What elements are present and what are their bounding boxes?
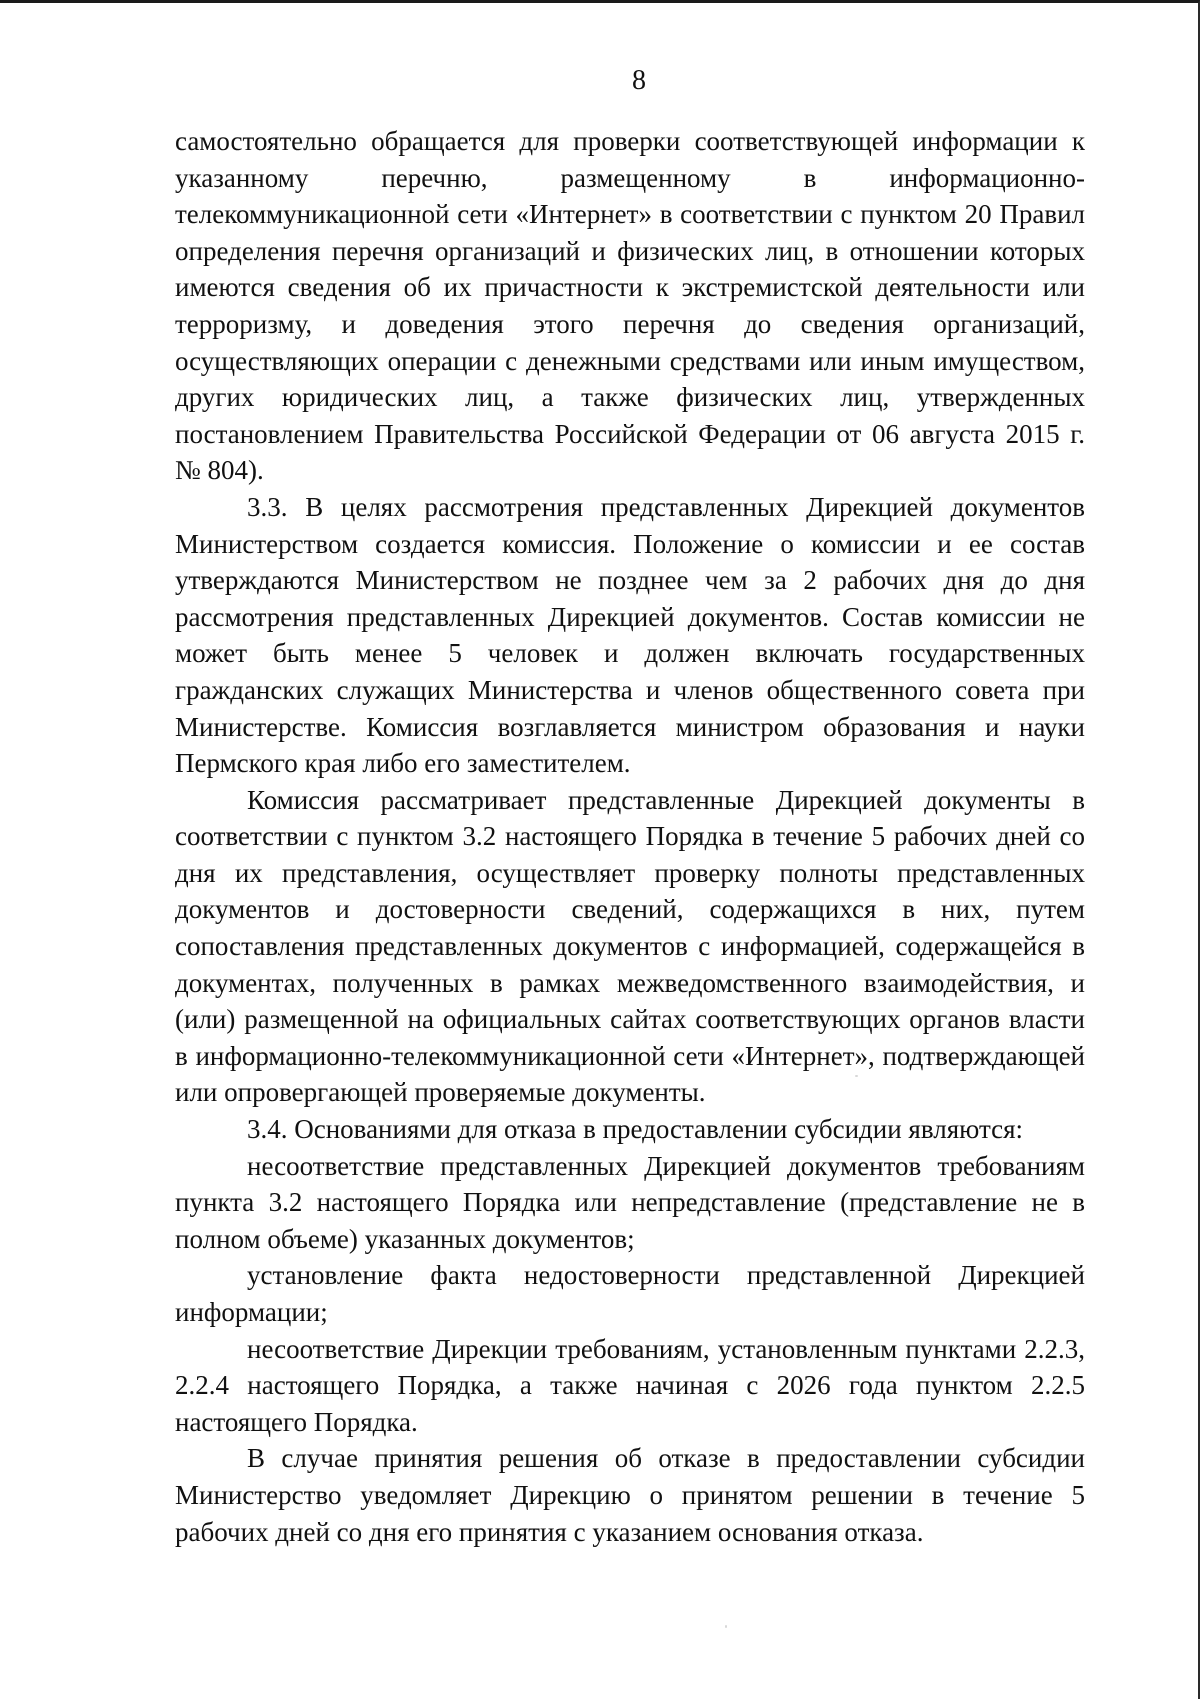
- paragraph-refusal-ground-3: несоответствие Дирекции требованиям, установленным пунктами 2.2.3, 2.2.4 настоящего Порядка, а также начиная с 2026 года пунктом 2.2.5 настоящего Порядка.: [175, 1333, 1085, 1437]
- paragraph-3-4: 3.4. Основаниями для отказа в предоставлении субсидии являются:: [247, 1114, 1023, 1145]
- document-body: [175, 123, 1085, 1550]
- page-number: 8: [632, 65, 646, 96]
- scan-speck: [725, 1625, 727, 1628]
- paragraph-3-3: 3.3. В целях рассмотрения представленных Дирекцией документов Министерством создается комиссия. Положение о комиссии и ее состав утверждаются Министерством не позднее чем за 2 рабочих дня до дня рассмотрения представленных Дирекцией документов. Состав комиссии не может быть менее 5 человек и должен включать государственных гражданских служащих Министерства и членов общественного совета при Министерстве. Комиссия возглавляется министром образования и науки Пермского края либо его заместителем.: [175, 491, 1085, 779]
- paragraph-refusal-ground-2: установление факта недостоверности представленной Дирекцией информации;: [175, 1260, 1085, 1327]
- paragraph-refusal-ground-1: несоответствие представленных Дирекцией документов требованиям пункта 3.2 настоящего Порядка или непредставление (представление не в полном объеме) указанных документов;: [175, 1150, 1085, 1254]
- paragraph-commission-review: Комиссия рассматривает представленные Дирекцией документы в соответствии с пунктом 3.2 настоящего Порядка в течение 5 рабочих дней со дня их представления, осуществляет проверку полноты представленных документов и достоверности сведений, содержащихся в них, путем сопоставления представленных документов с информацией, содержащейся в документах, полученных в рамках межведомственного взаимодействия, и (или) размещенной на официальных сайтах соответствующих органов власти в информационно-телекоммуникационной сети «Интернет», подтверждающей или опровергающей проверяемые документы.: [175, 784, 1085, 1108]
- paragraph-continuation: самостоятельно обращается для проверки соответствующей информации к указанному перечню, размещенному в информационно-телекоммуникационной сети «Интернет» в соответствии с пунктом 20 Правил определения перечня организаций и физических лиц, в отношении которых имеются сведения об их причастности к экстремистской деятельности или терроризму, и доведения этого перечня до сведения организаций, осуществляющих операции с денежными средствами или иным имуществом, других юридических лиц, а также физических лиц, утвержденных постановлением Правительства Российской Федерации от 06 августа 2015 г. № 804).: [175, 126, 1085, 486]
- scan-speck: [855, 1075, 858, 1077]
- paragraph-refusal-notice: В случае принятия решения об отказе в предоставлении субсидии Министерство уведомляет Дирекцию о принятом решении в течение 5 рабочих дней со дня его принятия с указанием основания отказа.: [175, 1443, 1085, 1547]
